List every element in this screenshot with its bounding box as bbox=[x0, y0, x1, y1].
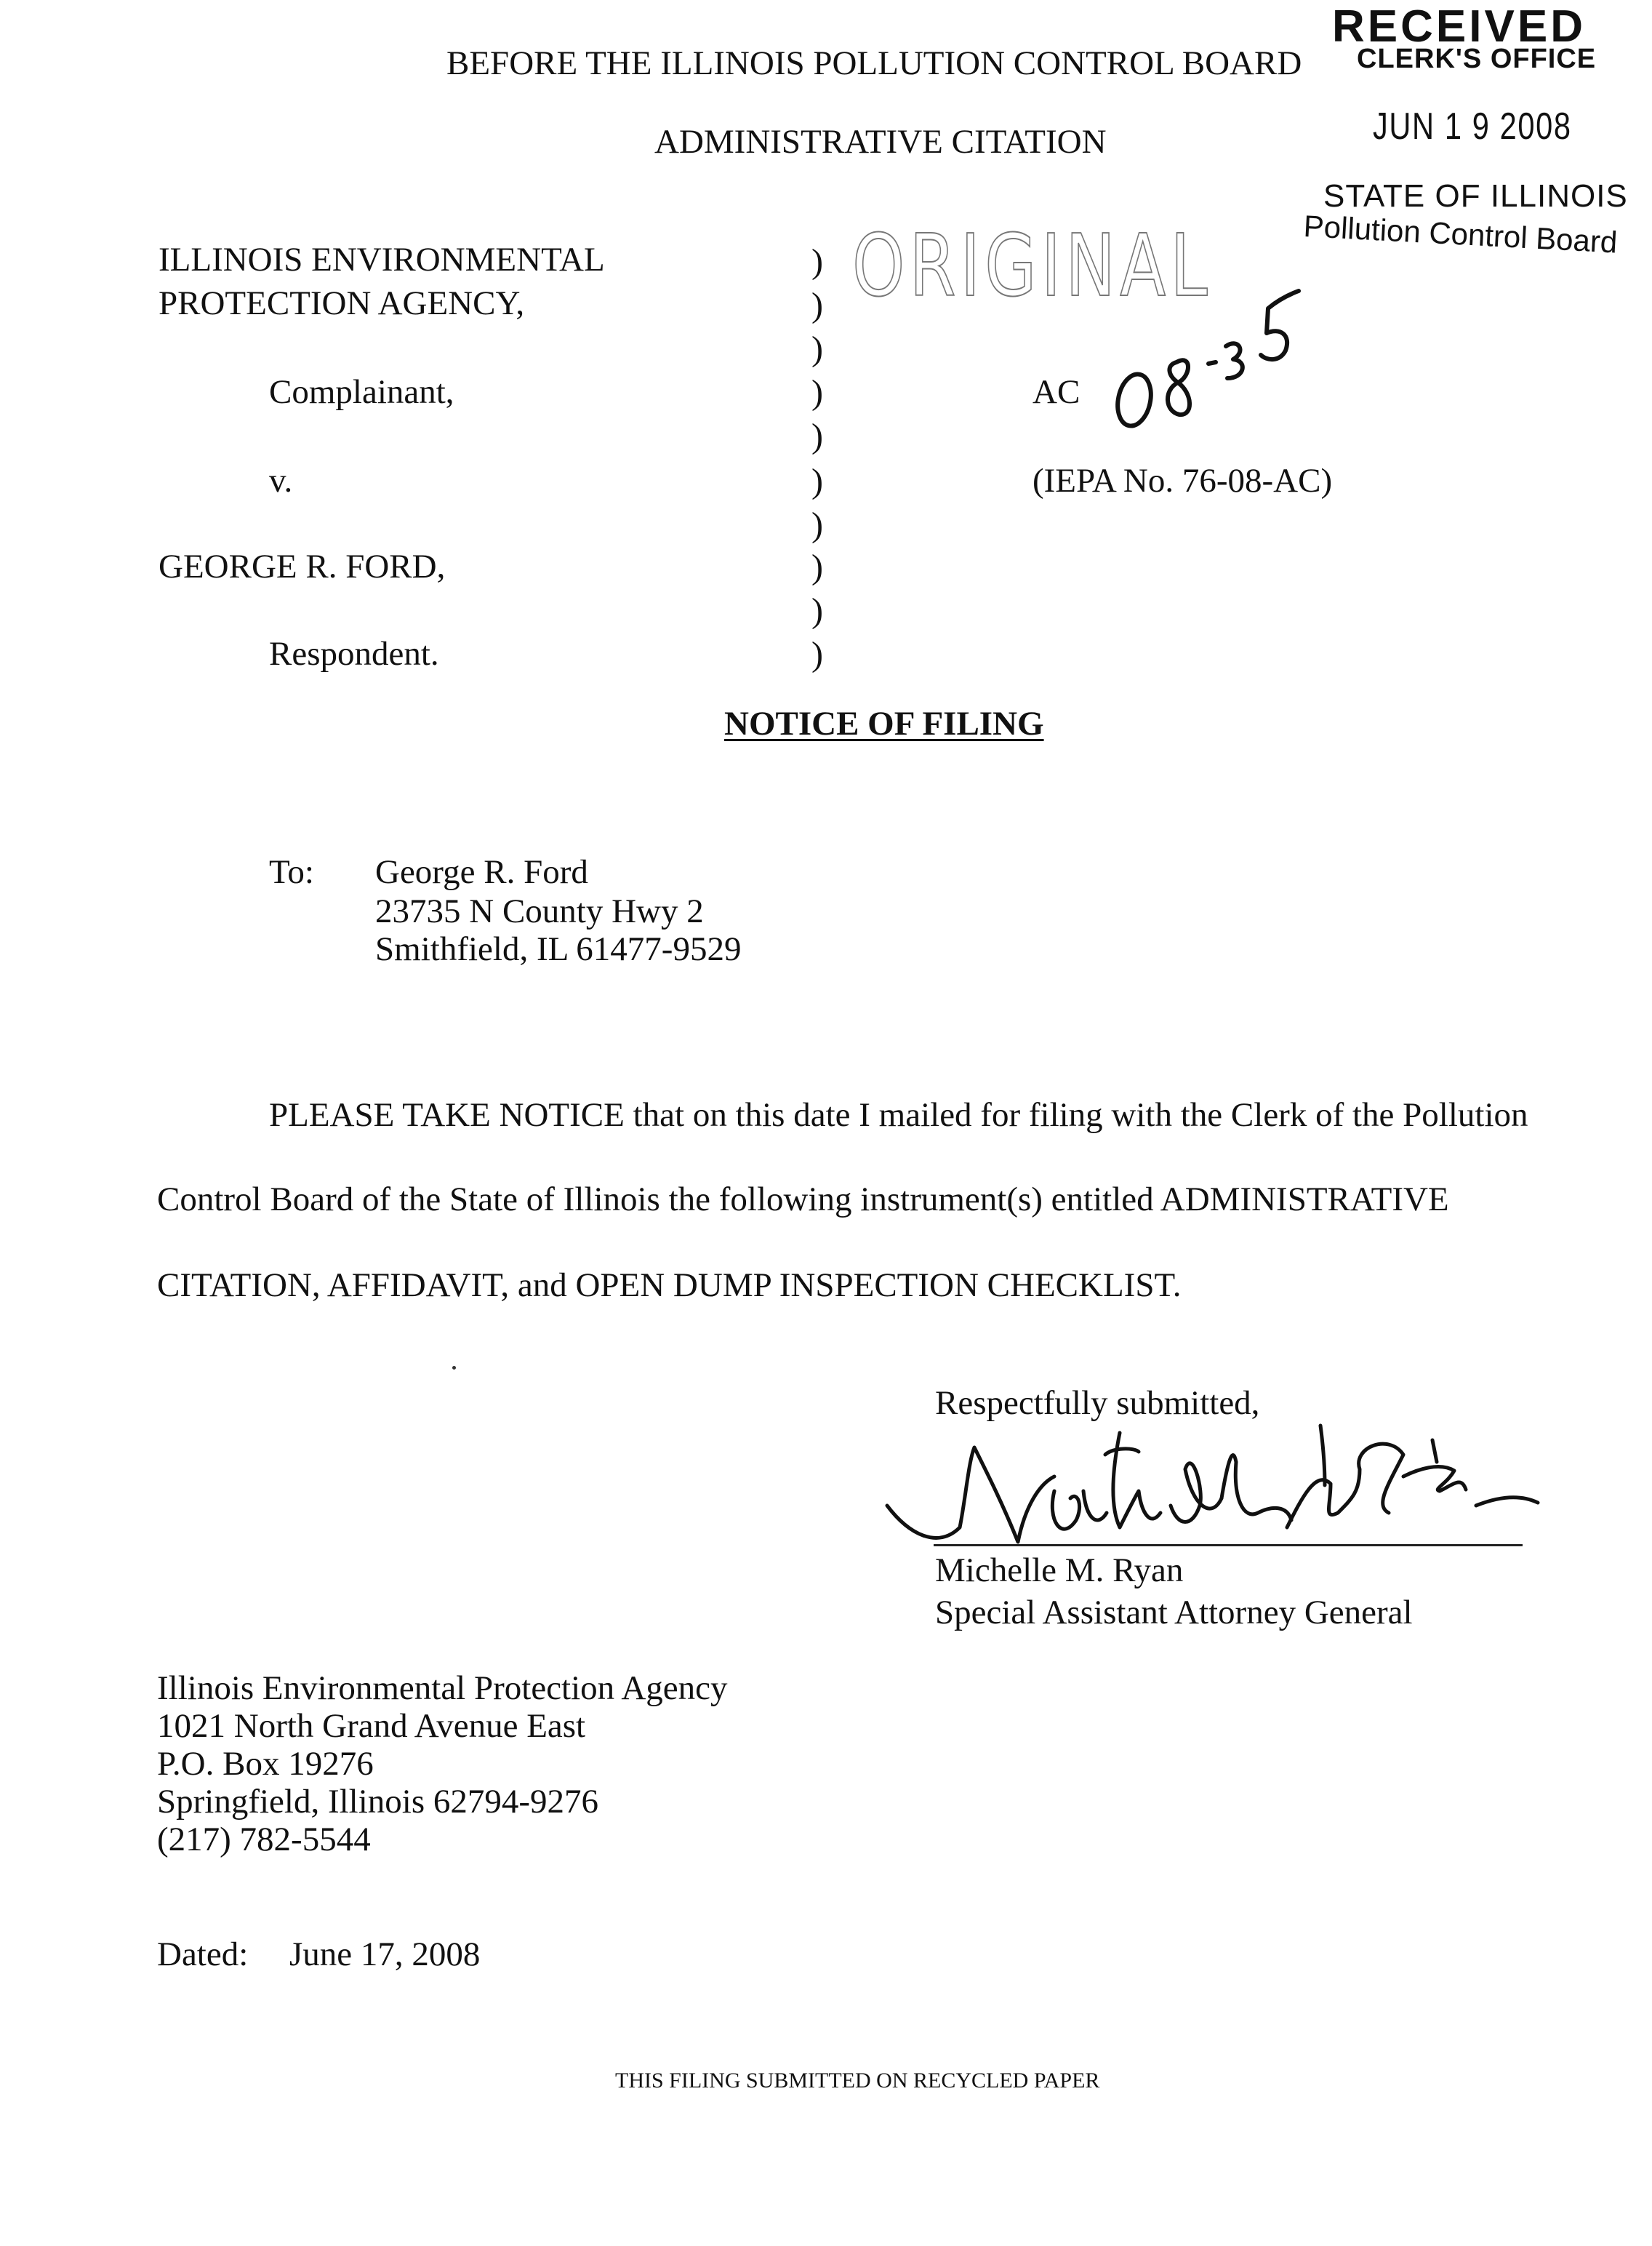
stray-mark bbox=[452, 1366, 456, 1370]
respondent-role: Respondent. bbox=[269, 635, 439, 673]
respondent-name: GEORGE R. FORD, bbox=[159, 548, 446, 586]
signer-title: Special Assistant Attorney General bbox=[935, 1594, 1413, 1631]
agency-street: 1021 North Grand Avenue East bbox=[157, 1707, 586, 1745]
dated-value: June 17, 2008 bbox=[289, 1935, 481, 1973]
state-stamp: STATE OF ILLINOIS bbox=[1323, 178, 1628, 214]
document-type-heading: ADMINISTRATIVE CITATION bbox=[654, 123, 1107, 161]
document-title: NOTICE OF FILING bbox=[724, 705, 1044, 743]
received-stamp: RECEIVED bbox=[1332, 1, 1586, 52]
recipient-label: To: bbox=[269, 853, 314, 891]
agency-po-box: P.O. Box 19276 bbox=[157, 1745, 374, 1783]
court-heading: BEFORE THE ILLINOIS POLLUTION CONTROL BOARD bbox=[446, 44, 1302, 82]
original-stamp: ORIGINAL bbox=[852, 215, 1213, 316]
closing: Respectfully submitted, bbox=[935, 1384, 1260, 1422]
versus: v. bbox=[269, 462, 293, 500]
recycled-paper-footer: THIS FILING SUBMITTED ON RECYCLED PAPER bbox=[615, 2069, 1100, 2093]
recipient-name: George R. Ford bbox=[375, 853, 588, 891]
agency-name: Illinois Environmental Protection Agency bbox=[157, 1669, 728, 1707]
signature-line bbox=[934, 1544, 1523, 1546]
complainant-name-line2: PROTECTION AGENCY, bbox=[159, 284, 525, 322]
complainant-role: Complainant, bbox=[269, 373, 454, 411]
board-stamp: Pollution Control Board bbox=[1302, 209, 1619, 260]
handwritten-case-number bbox=[1105, 276, 1345, 436]
agency-phone: (217) 782-5544 bbox=[157, 1821, 371, 1858]
case-prefix: AC bbox=[1032, 373, 1080, 411]
svg-text:08-35: 08-35 bbox=[1105, 434, 1109, 436]
iepa-number: (IEPA No. 76-08-AC) bbox=[1032, 462, 1333, 500]
complainant-name-line1: ILLINOIS ENVIRONMENTAL bbox=[159, 241, 605, 279]
notice-body-line1: PLEASE TAKE NOTICE that on this date I mailed for filing with the Clerk of the Pollution bbox=[269, 1096, 1528, 1134]
received-date-stamp: JUN 1 9 2008 bbox=[1373, 105, 1572, 148]
notice-body-line3: CITATION, AFFIDAVIT, and OPEN DUMP INSPECTION CHECKLIST. bbox=[157, 1266, 1182, 1304]
dated-label: Dated: bbox=[157, 1935, 249, 1973]
signer-name: Michelle M. Ryan bbox=[935, 1551, 1184, 1589]
clerks-office-stamp: CLERK'S OFFICE bbox=[1357, 44, 1597, 74]
recipient-street: 23735 N County Hwy 2 bbox=[375, 892, 704, 930]
notice-body-line2: Control Board of the State of Illinois the following instrument(s) entitled ADMINISTRATIVE bbox=[157, 1180, 1449, 1218]
agency-city: Springfield, Illinois 62794-9276 bbox=[157, 1783, 599, 1821]
recipient-city: Smithfield, IL 61477-9529 bbox=[375, 930, 742, 968]
